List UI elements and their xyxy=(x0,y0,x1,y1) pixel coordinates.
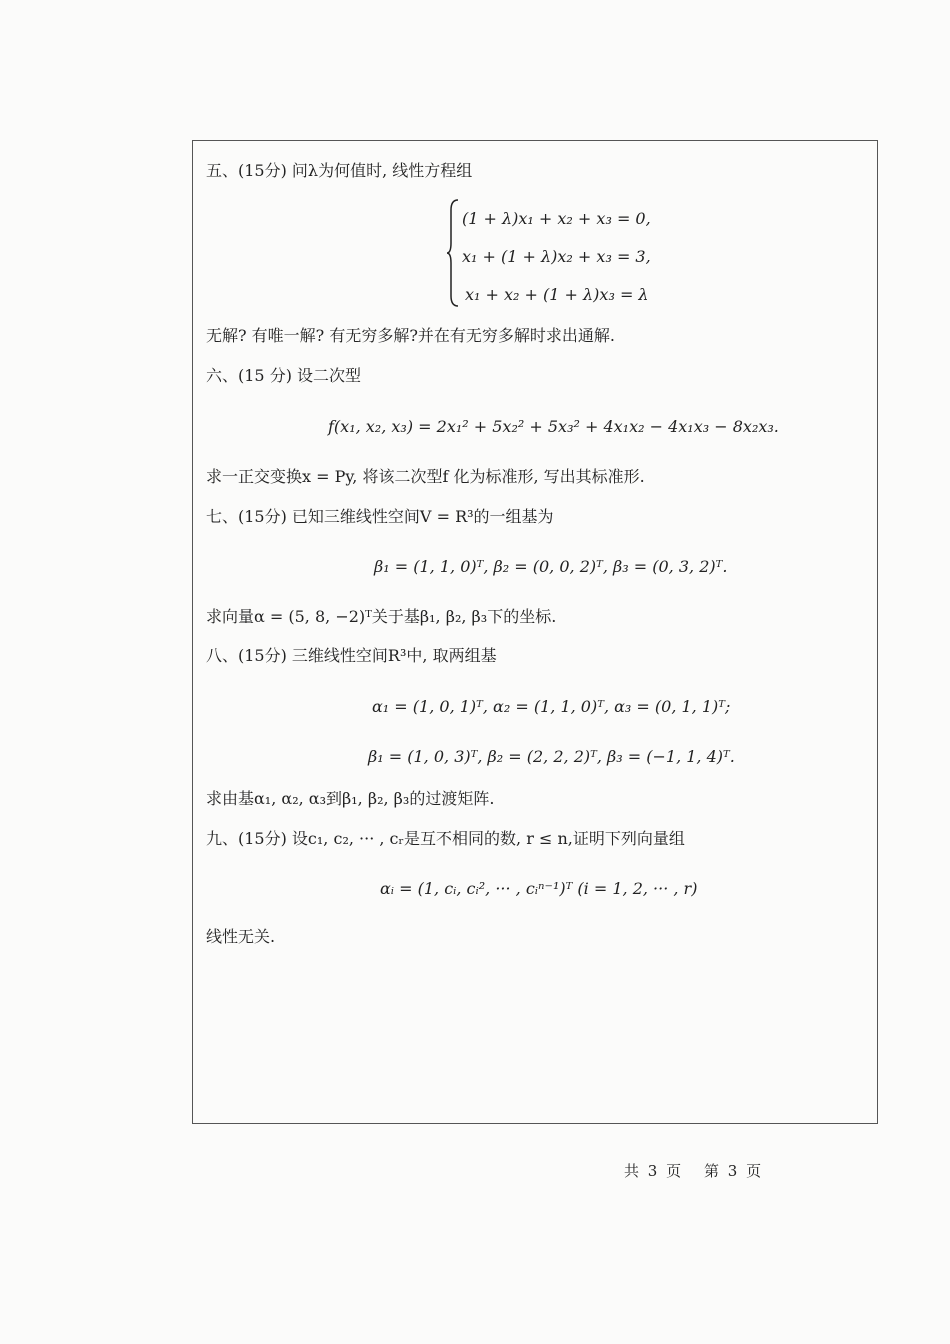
q5-equation-2: x₁ + (1 + λ)x₂ + x₃ = 3, xyxy=(462,247,651,266)
q5-equation-1: (1 + λ)x₁ + x₂ + x₃ = 0, xyxy=(462,209,651,228)
q8-formula-beta: β₁ = (1, 0, 3)ᵀ, β₂ = (2, 2, 2)ᵀ, β₃ = (−1, 1, 4)ᵀ. xyxy=(368,747,735,766)
q6-header: 六、(15 分) 设二次型 xyxy=(206,366,362,385)
q7-question: 求向量α = (5, 8, −2)ᵀ关于基β₁, β₂, β₃下的坐标. xyxy=(206,607,557,626)
page-total: 共 3 页 xyxy=(624,1162,684,1180)
q9-header: 九、(15分) 设c₁, c₂, ··· , cᵣ是互不相同的数, r ≤ n,证明下列向量组 xyxy=(206,829,685,848)
q6-question: 求一正交变换x = Py, 将该二次型f 化为标准形, 写出其标准形. xyxy=(206,467,645,486)
q5-question: 无解? 有唯一解? 有无穷多解?并在有无穷多解时求出通解. xyxy=(206,326,615,345)
q9-question: 线性无关. xyxy=(206,927,276,946)
q8-formula-alpha: α₁ = (1, 0, 1)ᵀ, α₂ = (1, 1, 0)ᵀ, α₃ = (0, 1, 1)ᵀ; xyxy=(372,697,731,716)
system-brace xyxy=(446,198,460,308)
q6-formula: f(x₁, x₂, x₃) = 2x₁² + 5x₂² + 5x₃² + 4x₁x₂ − 4x₁x₃ − 8x₂x₃. xyxy=(328,417,779,436)
q7-formula: β₁ = (1, 1, 0)ᵀ, β₂ = (0, 0, 2)ᵀ, β₃ = (0, 3, 2)ᵀ. xyxy=(374,557,728,576)
q7-header: 七、(15分) 已知三维线性空间V = R³的一组基为 xyxy=(206,507,554,526)
q9-formula: αᵢ = (1, cᵢ, cᵢ², ··· , cᵢⁿ⁻¹)ᵀ (i = 1, 2, ··· , r) xyxy=(380,879,698,898)
q5-header: 五、(15分) 问λ为何值时, 线性方程组 xyxy=(206,161,473,180)
page-current: 第 3 页 xyxy=(704,1162,764,1180)
q8-header: 八、(15分) 三维线性空间R³中, 取两组基 xyxy=(206,646,497,665)
q8-question: 求由基α₁, α₂, α₃到β₁, β₂, β₃的过渡矩阵. xyxy=(206,789,495,808)
q5-equation-3: x₁ + x₂ + (1 + λ)x₃ = λ xyxy=(465,285,649,304)
